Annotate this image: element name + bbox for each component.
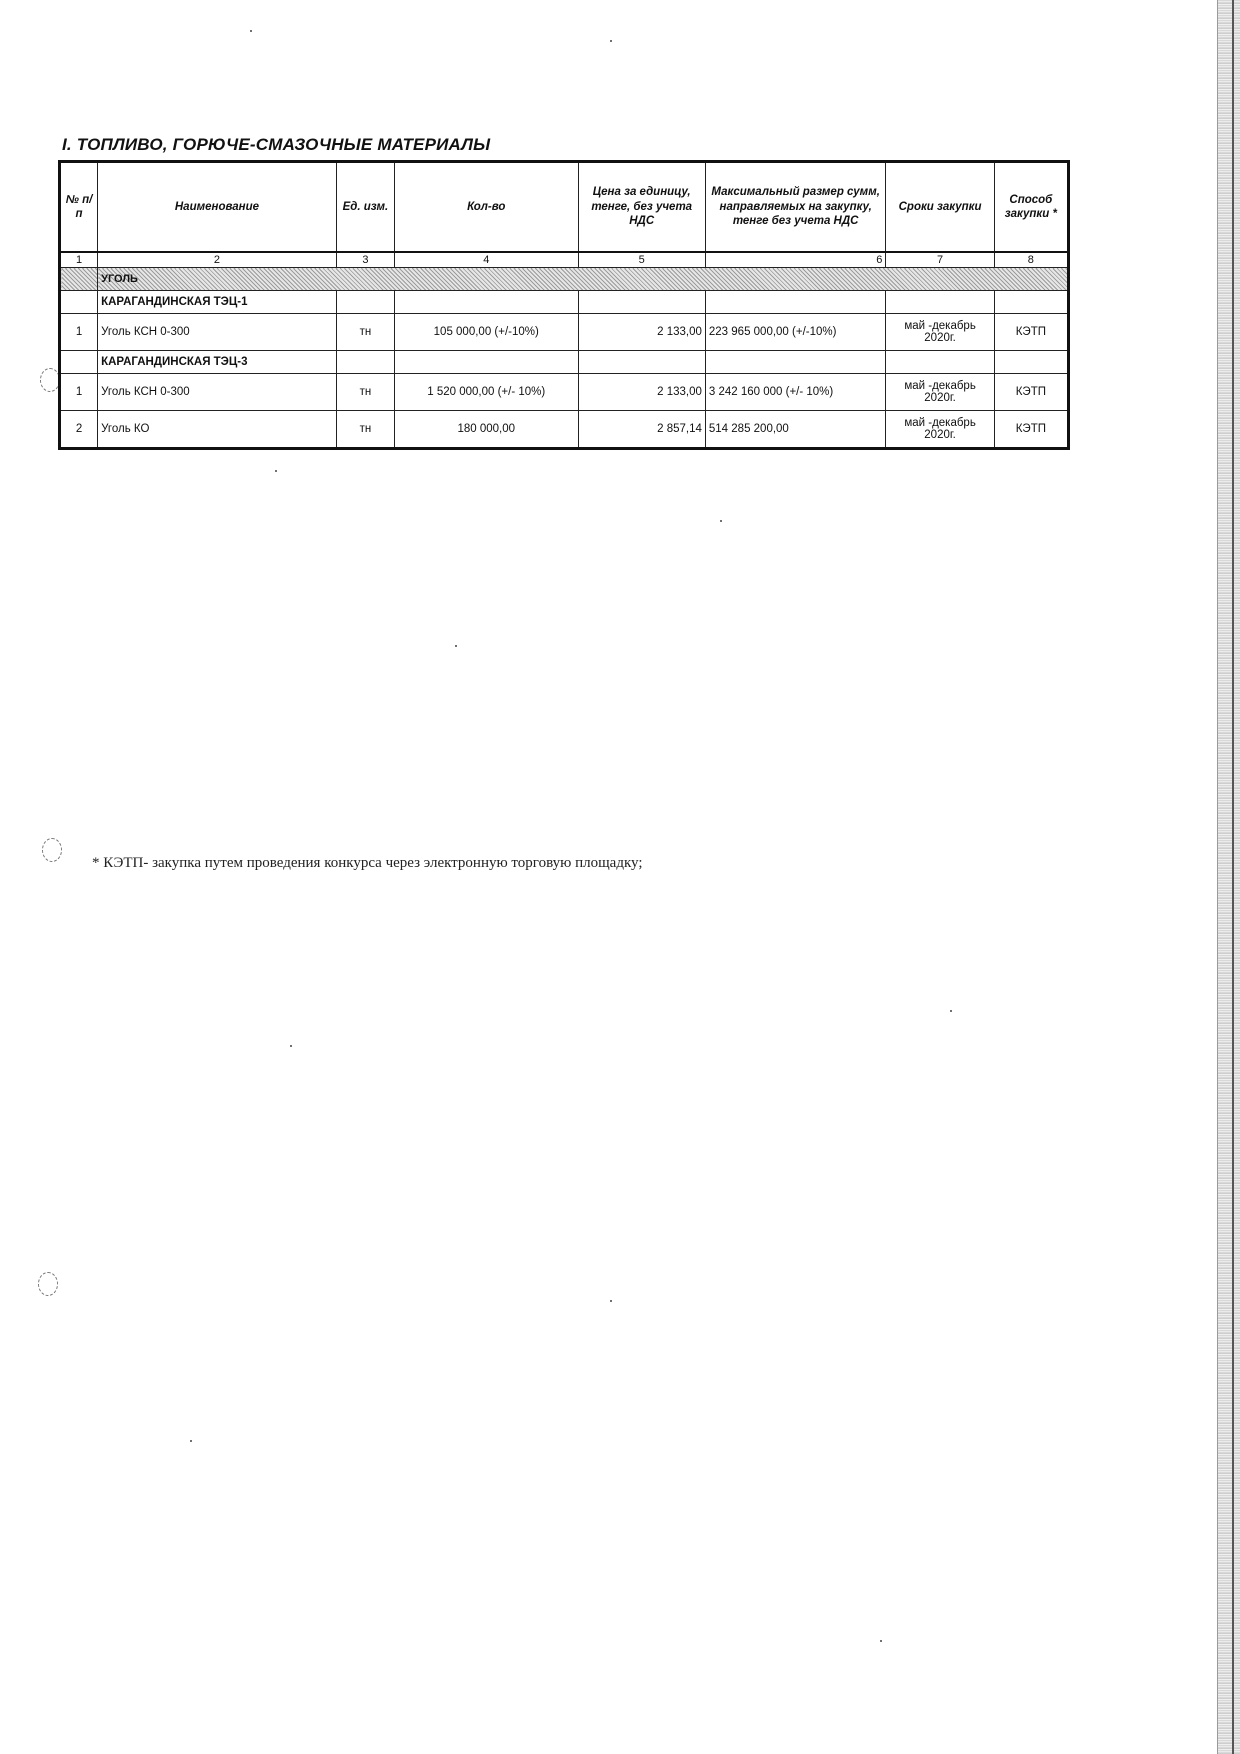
scan-speck [720,520,722,522]
item-unit: тн [336,314,394,351]
table-row [60,314,1069,351]
table-row [60,411,1069,449]
group-label: УГОЛЬ [98,268,1069,291]
item-method: КЭТП [994,314,1068,351]
header-cell: Цена за единицу, тенге, без учета НДС [578,162,705,253]
item-name: Уголь КСН 0-300 [98,374,337,411]
item-quantity: 180 000,00 [394,411,578,449]
item-name: Уголь КО [98,411,337,449]
header-cell: Ед. изм. [336,162,394,253]
item-method: КЭТП [994,374,1068,411]
item-max-sum: 223 965 000,00 (+/-10%) [705,314,886,351]
item-price: 2 133,00 [578,314,705,351]
scan-speck [455,645,457,647]
column-number: 7 [886,252,994,268]
scan-hole-mark [42,838,62,862]
row-number: 1 [60,314,98,351]
item-unit: тн [336,374,394,411]
footnote: * КЭТП- закупка путем проведения конкурса через электронную торговую площадку; [92,855,643,871]
item-price: 2 133,00 [578,374,705,411]
item-term: май -декабрь 2020г. [886,411,994,449]
item-name: Уголь КСН 0-300 [98,314,337,351]
header-cell: Наименование [98,162,337,253]
header-row [60,162,1069,253]
column-number: 4 [394,252,578,268]
procurement-table [58,160,1070,450]
scan-speck [610,1300,612,1302]
item-max-sum: 3 242 160 000 (+/- 10%) [705,374,886,411]
section-title: I. ТОПЛИВО, ГОРЮЧЕ-СМАЗОЧНЫЕ МАТЕРИАЛЫ [62,135,491,154]
scan-speck [290,1045,292,1047]
column-number: 2 [98,252,337,268]
header-cell: № п/п [60,162,98,253]
column-number: 1 [60,252,98,268]
item-method: КЭТП [994,411,1068,449]
item-term: май -декабрь 2020г. [886,374,994,411]
scan-speck [275,470,277,472]
scan-speck [610,40,612,42]
row-number: 2 [60,411,98,449]
header-cell: Способ закупки * [994,162,1068,253]
column-number: 8 [994,252,1068,268]
column-number-row [60,252,1069,268]
subsection-row [60,351,1069,374]
subsection-label: КАРАГАНДИНСКАЯ ТЭЦ-1 [98,291,337,314]
column-number: 5 [578,252,705,268]
item-price: 2 857,14 [578,411,705,449]
column-number: 6 [705,252,886,268]
subsection-label: КАРАГАНДИНСКАЯ ТЭЦ-3 [98,351,337,374]
header-cell: Максимальный размер сумм, направляемых на закупку, тенге без учета НДС [705,162,886,253]
subsection-row [60,291,1069,314]
group-row [60,268,1069,291]
item-term: май -декабрь 2020г. [886,314,994,351]
row-number: 1 [60,374,98,411]
table-row [60,374,1069,411]
scan-hole-mark [38,1272,58,1296]
header-cell: Кол-во [394,162,578,253]
scan-hole-mark [40,368,60,392]
column-number: 3 [336,252,394,268]
header-cell: Сроки закупки [886,162,994,253]
scan-edge-artifact [1217,0,1240,1754]
scan-speck [950,1010,952,1012]
scan-speck [190,1440,192,1442]
item-max-sum: 514 285 200,00 [705,411,886,449]
item-unit: тн [336,411,394,449]
item-quantity: 105 000,00 (+/-10%) [394,314,578,351]
scan-edge-line [1232,0,1234,1754]
scan-speck [880,1640,882,1642]
scan-speck [250,30,252,32]
item-quantity: 1 520 000,00 (+/- 10%) [394,374,578,411]
